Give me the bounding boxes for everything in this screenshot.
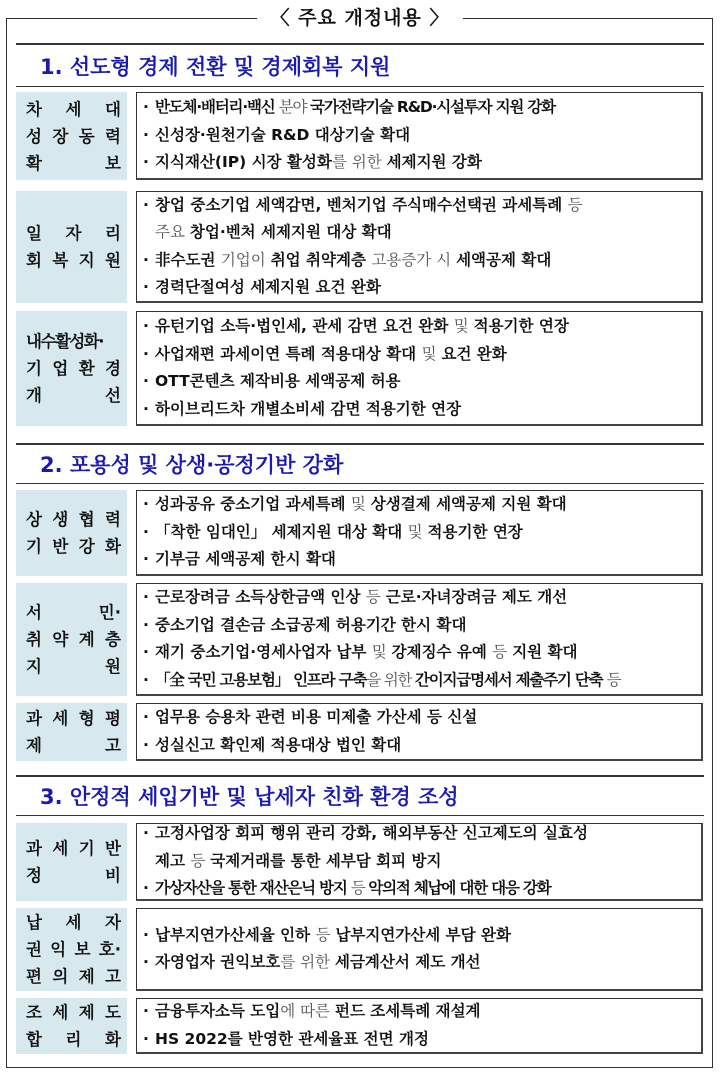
content-box [136, 490, 703, 576]
bullet-item [143, 396, 695, 424]
bullet-item [143, 667, 695, 695]
category-label-line [26, 862, 121, 889]
category-label-line [26, 506, 121, 533]
content-box [136, 908, 703, 991]
category-label [16, 908, 127, 991]
plain-text: 등 [567, 195, 583, 214]
category-label-line [26, 999, 121, 1026]
plain-text: 등 [350, 879, 369, 898]
bullet-item [143, 149, 695, 177]
bullet-icon: · [143, 522, 149, 541]
bullet-icon: · [143, 195, 149, 214]
group-cooperation [16, 490, 704, 576]
category-label-line [26, 653, 121, 680]
category-label-line [26, 936, 121, 963]
emphasis-text: 재기 중소기업·영세사업자 납부 [155, 643, 372, 661]
label-char: 성 [26, 126, 42, 146]
emphasis-text: 간이지급명세서 제출주기 단축 [414, 670, 607, 689]
emphasis-text: 업무용 승용차 관련 비용 미제출 가산세 등 신설 [155, 708, 478, 726]
label-char: 협 [78, 510, 95, 529]
bullet-item [143, 848, 695, 876]
label-char: 업 [52, 359, 69, 378]
label-char: 취 [26, 630, 42, 649]
label-char: 자 [65, 224, 82, 243]
label-char: 반 [105, 839, 121, 858]
plain-text: 등 [606, 670, 621, 689]
label-char: 반 [52, 537, 69, 556]
category-label-line [26, 732, 121, 759]
label-char: 층 [105, 630, 121, 649]
category-label [16, 703, 127, 761]
bullet-item [143, 820, 695, 848]
bullet-item [143, 274, 695, 302]
category-label-line [26, 599, 121, 626]
label-char: 납 [26, 913, 42, 932]
bullet-icon: · [143, 615, 149, 634]
emphasis-text: 「全 국민 고용보험」 인프라 구축 [155, 670, 367, 689]
label-char: 고 [105, 736, 121, 755]
title-bar [0, 4, 720, 32]
bullet-item [143, 219, 695, 247]
category-label-line [26, 835, 121, 862]
bullet-icon: · [143, 1029, 149, 1048]
bullet-icon: · [143, 278, 149, 296]
section-heading-2: 2. 포용성 및 상생·공정기반 강화 [16, 443, 704, 484]
label-char: 장 [52, 126, 69, 146]
label-char: 내수활성화· [26, 332, 103, 351]
label-char: 약 [52, 630, 69, 649]
label-char: 익 [50, 940, 67, 959]
plain-text: 및 [371, 643, 392, 661]
emphasis-text: 금융투자소득 도입 [155, 1002, 281, 1020]
category-label [16, 92, 127, 180]
emphasis-text: 성실신고 확인제 적용대상 법인 확대 [155, 735, 402, 754]
category-label [16, 490, 127, 576]
plain-text: 에 따른 [280, 1002, 335, 1020]
label-char: 보 [74, 940, 91, 959]
bullet-item [143, 922, 695, 950]
emphasis-text: 창업·벤처 세제지원 대상 확대 [189, 223, 392, 241]
label-char: 세 [52, 839, 69, 858]
bullet-item [143, 546, 695, 574]
label-char: 생 [52, 510, 69, 529]
label-char: 세 [65, 913, 82, 932]
content-box [136, 583, 703, 696]
label-char: 리 [65, 1030, 82, 1049]
label-char: 력 [105, 126, 121, 146]
label-char: 기 [26, 537, 42, 556]
content-box [136, 823, 703, 901]
plain-text: 및 [421, 344, 442, 363]
category-label-line [26, 220, 121, 247]
plain-text: 등 [365, 588, 386, 606]
emphasis-text: 非수도권 [155, 250, 221, 269]
emphasis-text: 세제지원 강화 [386, 153, 482, 172]
label-char: 민· [98, 603, 121, 622]
emphasis-text: 가상자산을 통한 재산은닉 방지 [155, 879, 351, 898]
label-char: 세 [52, 1003, 69, 1022]
label-char: 강 [78, 537, 95, 556]
label-char: 환 [78, 359, 95, 378]
emphasis-text: 지식재산(IP) 시장 활성화 [155, 153, 332, 172]
label-char: 개 [26, 386, 42, 405]
content-box [136, 92, 703, 180]
category-label [16, 823, 127, 901]
emphasis-text: OTT콘텐츠 제작비용 세액공제 허용 [155, 372, 401, 390]
category-label-line [26, 382, 121, 409]
label-char: 편 [26, 967, 42, 986]
label-char: 과 [26, 839, 42, 858]
emphasis-text: 취업 취약계층 [270, 250, 372, 269]
bullet-icon: · [143, 98, 148, 117]
emphasis-text: 펀드 조세특례 재설계 [334, 1002, 481, 1020]
bullet-icon: · [143, 1002, 149, 1020]
label-char: 복 [52, 251, 69, 270]
bullet-item [143, 192, 695, 220]
label-char: 기 [78, 839, 95, 858]
label-char: 제 [78, 1003, 95, 1022]
label-char: 평 [105, 709, 121, 728]
section-heading-3: 3. 안정적 세입기반 및 납세자 친화 환경 조성 [16, 775, 704, 816]
bullet-icon: · [143, 317, 149, 335]
label-char: 계 [78, 630, 95, 649]
bullet-icon: · [143, 153, 149, 172]
content-box [136, 191, 703, 303]
bullet-icon: · [143, 125, 149, 144]
category-label-line [26, 355, 121, 382]
emphasis-text: HS 2022를 반영한 관세율표 전면 개정 [155, 1029, 429, 1048]
category-label [16, 583, 127, 696]
bullet-icon: · [143, 953, 149, 971]
group-domestic-demand [16, 311, 704, 426]
bullet-icon: · [143, 344, 149, 363]
bullet-icon: · [143, 824, 149, 843]
bullet-item [143, 704, 695, 732]
bullet-item [143, 94, 695, 122]
label-char: 화 [105, 537, 121, 556]
group-next-gen-growth [16, 92, 704, 180]
emphasis-text: 납부지연가산세 부담 완화 [335, 925, 511, 944]
emphasis-text: 국제거래를 통한 세부담 회피 방지 [210, 851, 442, 870]
group-low-income-support [16, 583, 704, 696]
label-char: 합 [26, 1030, 42, 1049]
category-label-line [26, 123, 121, 150]
label-char: 경 [105, 359, 121, 378]
label-char: 고 [105, 967, 121, 986]
emphasis-text: 요건 완화 [441, 344, 507, 363]
label-char: 세 [52, 709, 69, 728]
plain-text: 등 [492, 643, 513, 661]
emphasis-text: 제고 [155, 851, 191, 870]
emphasis-text: 적용기한 연장 [473, 317, 569, 335]
bullet-icon: · [143, 550, 149, 569]
bullet-item [143, 875, 695, 903]
emphasis-text: 자영업자 권익보호 [155, 953, 281, 971]
bullet-icon: · [143, 670, 148, 689]
bullet-item [143, 519, 695, 547]
label-char: 보 [105, 153, 121, 173]
label-char: 리 [105, 224, 121, 243]
label-char: 정 [26, 866, 42, 885]
label-char: 자 [105, 913, 121, 932]
group-job-recovery [16, 191, 704, 303]
label-char: 제 [78, 967, 95, 986]
category-label [16, 191, 127, 303]
bullet-icon: · [143, 879, 148, 898]
label-char: 도 [105, 1003, 121, 1022]
category-label-line [26, 963, 121, 990]
label-char: 원 [105, 657, 121, 676]
category-label-line [26, 705, 121, 732]
label-char: 서 [26, 603, 42, 622]
bullet-item [143, 949, 695, 977]
bullet-item [143, 998, 695, 1026]
emphasis-text: 유턴기업 소득·법인세, 관세 감면 요건 완화 [155, 317, 454, 335]
bullet-icon: · [143, 643, 149, 661]
emphasis-text: 세금계산서 제도 개선 [334, 953, 481, 971]
emphasis-text: 고정사업장 회피 행위 관리 강화, 해외부동산 신고제도의 실효성 [155, 824, 588, 843]
label-char: 지 [26, 657, 42, 676]
bullet-icon: · [143, 925, 149, 944]
category-label-line [26, 1026, 121, 1053]
emphasis-text: 기부금 세액공제 한시 확대 [155, 550, 336, 569]
emphasis-text: 경력단절여성 세제지원 요건 완화 [155, 278, 381, 296]
plain-text: 등 [190, 851, 211, 870]
group-tax-rationalization [16, 998, 704, 1054]
label-char: 동 [78, 126, 95, 146]
category-label-line [26, 533, 121, 560]
category-label-line [26, 626, 121, 653]
group-tax-base [16, 823, 704, 901]
emphasis-text: 「착한 임대인」 세제지원 대상 확대 [155, 522, 408, 541]
bullet-item [143, 313, 695, 341]
bullet-icon: · [143, 399, 149, 418]
bullet-icon: · [143, 250, 149, 269]
plain-text: 고용증가 시 [371, 250, 457, 269]
label-char: 비 [105, 866, 121, 885]
plain-text: 기업이 [220, 250, 271, 269]
label-char: 지 [78, 251, 95, 270]
bullet-icon: · [143, 495, 149, 514]
plain-text: 를 위한 [280, 953, 335, 971]
emphasis-text: 사업재편 과세이연 특례 적용대상 확대 [155, 344, 422, 363]
plain-text: 및 [350, 495, 371, 514]
plain-text: 분야 [278, 98, 311, 117]
label-char: 상 [26, 510, 42, 529]
label-char: 력 [105, 510, 121, 529]
content-box [136, 703, 703, 761]
category-label-line [26, 247, 121, 274]
label-char: 차 [26, 99, 42, 119]
content-box [136, 998, 703, 1054]
bullet-item [143, 122, 695, 150]
bullet-item [143, 1026, 695, 1054]
label-char: 기 [26, 359, 42, 378]
label-char: 확 [26, 153, 42, 173]
bullet-item [143, 247, 695, 275]
emphasis-text: 중소기업 결손금 소급공제 허용기간 한시 확대 [155, 615, 467, 634]
plain-text: 및 [407, 522, 428, 541]
plain-text: 등 [315, 925, 336, 944]
plain-text: 를 위한 [331, 153, 387, 172]
bullet-item [143, 368, 695, 396]
label-char: 원 [105, 251, 121, 270]
label-char: 선 [105, 386, 121, 405]
emphasis-text: 하이브리드차 개별소비세 감면 적용기한 연장 [155, 399, 462, 418]
label-char: 화 [105, 1030, 121, 1049]
plain-text: 을 위한 [366, 670, 415, 689]
group-taxpayer-rights [16, 908, 704, 991]
emphasis-text: 근로·자녀장려금 제도 개선 [385, 588, 568, 606]
label-char: 과 [26, 709, 42, 728]
content-box [136, 311, 703, 426]
label-char: 조 [26, 1003, 42, 1022]
bullet-item [143, 639, 695, 667]
emphasis-text: 성과공유 중소기업 과세특례 [155, 495, 351, 514]
emphasis-text: 적용기한 연장 [427, 522, 523, 541]
category-label [16, 311, 127, 426]
label-char: 대 [105, 99, 121, 119]
emphasis-text: 강제징수 유예 [391, 643, 493, 661]
label-char: 세 [65, 99, 82, 119]
category-label-line [26, 96, 121, 123]
label-char: 회 [26, 251, 42, 270]
emphasis-text: 신성장·원천기술 R&D 대상기술 확대 [155, 125, 411, 144]
label-char: 형 [78, 709, 95, 728]
emphasis-text: 국가전략기술 R&D·시설투자 지원 강화 [310, 98, 555, 117]
bullet-item [143, 612, 695, 640]
bullet-item [143, 732, 695, 760]
category-label-line [26, 909, 121, 936]
emphasis-text: 창업 중소기업 세액감면, 벤처기업 주식매수선택권 과세특례 [155, 195, 568, 214]
emphasis-text: 악의적 체납에 대한 대응 강화 [368, 879, 551, 898]
label-char: 권 [26, 940, 42, 959]
bullet-icon: · [143, 735, 149, 754]
bullet-item [143, 584, 695, 612]
bullet-icon: · [143, 708, 149, 726]
label-char: 일 [26, 224, 42, 243]
emphasis-text: 반도체·배터리·백신 [155, 98, 279, 117]
category-label-line [26, 150, 121, 177]
bullet-icon: · [143, 372, 149, 390]
section-heading-1: 1. 선도형 경제 전환 및 경제회복 지원 [16, 43, 704, 87]
bullet-item [143, 491, 695, 519]
plain-text: 주요 [155, 223, 190, 241]
plain-text: 및 [453, 317, 474, 335]
label-char: 의 [52, 967, 69, 986]
bullet-item [143, 341, 695, 369]
emphasis-text: 지원 확대 [512, 643, 578, 661]
label-char: 제 [26, 736, 42, 755]
emphasis-text: 근로장려금 소득상한금액 인상 [155, 588, 366, 606]
category-label-line [26, 328, 121, 355]
label-char: 호· [98, 940, 121, 959]
emphasis-text: 세액공제 확대 [456, 250, 552, 269]
page-title: 〈 주요 개정내용 〉 [257, 4, 464, 32]
emphasis-text: 납부지연가산세율 인하 [155, 925, 316, 944]
group-tax-equity [16, 703, 704, 761]
bullet-icon: · [143, 588, 149, 606]
category-label [16, 998, 127, 1054]
emphasis-text: 상생결제 세액공제 지원 확대 [370, 495, 567, 514]
